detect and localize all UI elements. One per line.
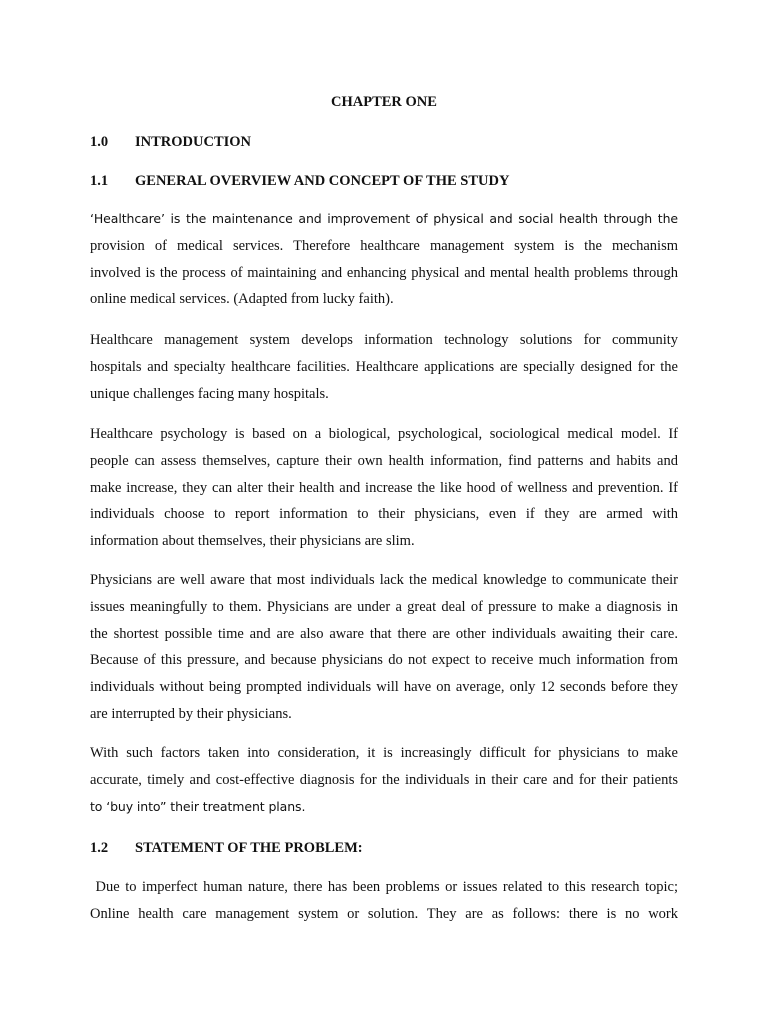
paragraph-line: provision of medical services. Therefore healthcare management system is the mechanism [90,237,678,254]
paragraph-line: individuals choose to report information to their physicians, even if they are armed with [90,506,678,523]
paragraph-line: Healthcare psychology is based on a biological, psychological, sociological medical model. If [90,426,678,442]
paragraph-imperfect-human-nature [90,874,678,928]
paragraph-line: make increase, they can alter their health and increase the like hood of wellness and prevention. If [90,479,678,496]
paragraph-line: issues meaningfully to them. Physicians are under a great deal of pressure to make a diagnosis in [90,598,678,615]
paragraph-line: information about themselves, their physicians are slim. [90,533,415,550]
paragraph-line: online medical services. (Adapted from lucky faith). [90,291,394,308]
section-number: 1.1 [90,173,109,189]
paragraph-line: to ‘buy into” their treatment plans. [90,798,306,814]
paragraph-healthcare-psychology [90,421,678,555]
paragraph-line: Physicians are well aware that most individuals lack the medical knowledge to communicate their [90,572,678,588]
paragraph-line: Because of this pressure, and because physicians do not expect to receive much information from [90,652,678,669]
paragraph-healthcare-definition [90,206,678,313]
paragraph-line: ‘Healthcare’ is the maintenance and improvement of physical and social health through the [90,211,678,226]
paragraph-line: Online health care management system or solution. They are as follows: there is no work [90,905,678,922]
paragraph-line: accurate, timely and cost-effective diagnosis for the individuals in their care and for their patients [90,771,678,788]
paragraph-line: are interrupted by their physicians. [90,705,292,722]
paragraph-such-factors [90,740,678,820]
section-number: 1.0 [90,134,109,150]
paragraph-line: individuals without being prompted individuals will have on average, only 12 seconds before they [90,679,678,696]
paragraph-physicians-awareness [90,567,678,728]
section-title: GENERAL OVERVIEW AND CONCEPT OF THE STUDY [135,173,510,189]
paragraph-line: With such factors taken into consideration, it is increasingly difficult for physicians to make [90,745,678,761]
section-number: 1.2 [90,840,109,856]
chapter-title: CHAPTER ONE [331,94,437,110]
paragraph-line: involved is the process of maintaining and enhancing physical and mental health problems through [90,264,678,281]
paragraph-line: Healthcare management system develops information technology solutions for community [90,332,678,348]
section-heading-statement-of-problem [90,838,363,858]
paragraph-line: Due to imperfect human nature, there has been problems or issues related to this research topic; [90,879,678,895]
section-heading-introduction [90,132,251,152]
section-title: INTRODUCTION [135,134,252,150]
paragraph-line: the shortest possible time and are also aware that there are other individuals awaiting their care. [90,625,678,642]
section-title: STATEMENT OF THE PROBLEM: [135,840,363,856]
section-heading-overview [90,171,509,191]
paragraph-line: people can assess themselves, capture their own health information, find patterns and habits and [90,452,678,469]
paragraph-management-system [90,327,678,407]
paragraph-line: unique challenges facing many hospitals. [90,385,329,402]
paragraph-line: hospitals and specialty healthcare facilities. Healthcare applications are specially designed for the [90,358,678,375]
